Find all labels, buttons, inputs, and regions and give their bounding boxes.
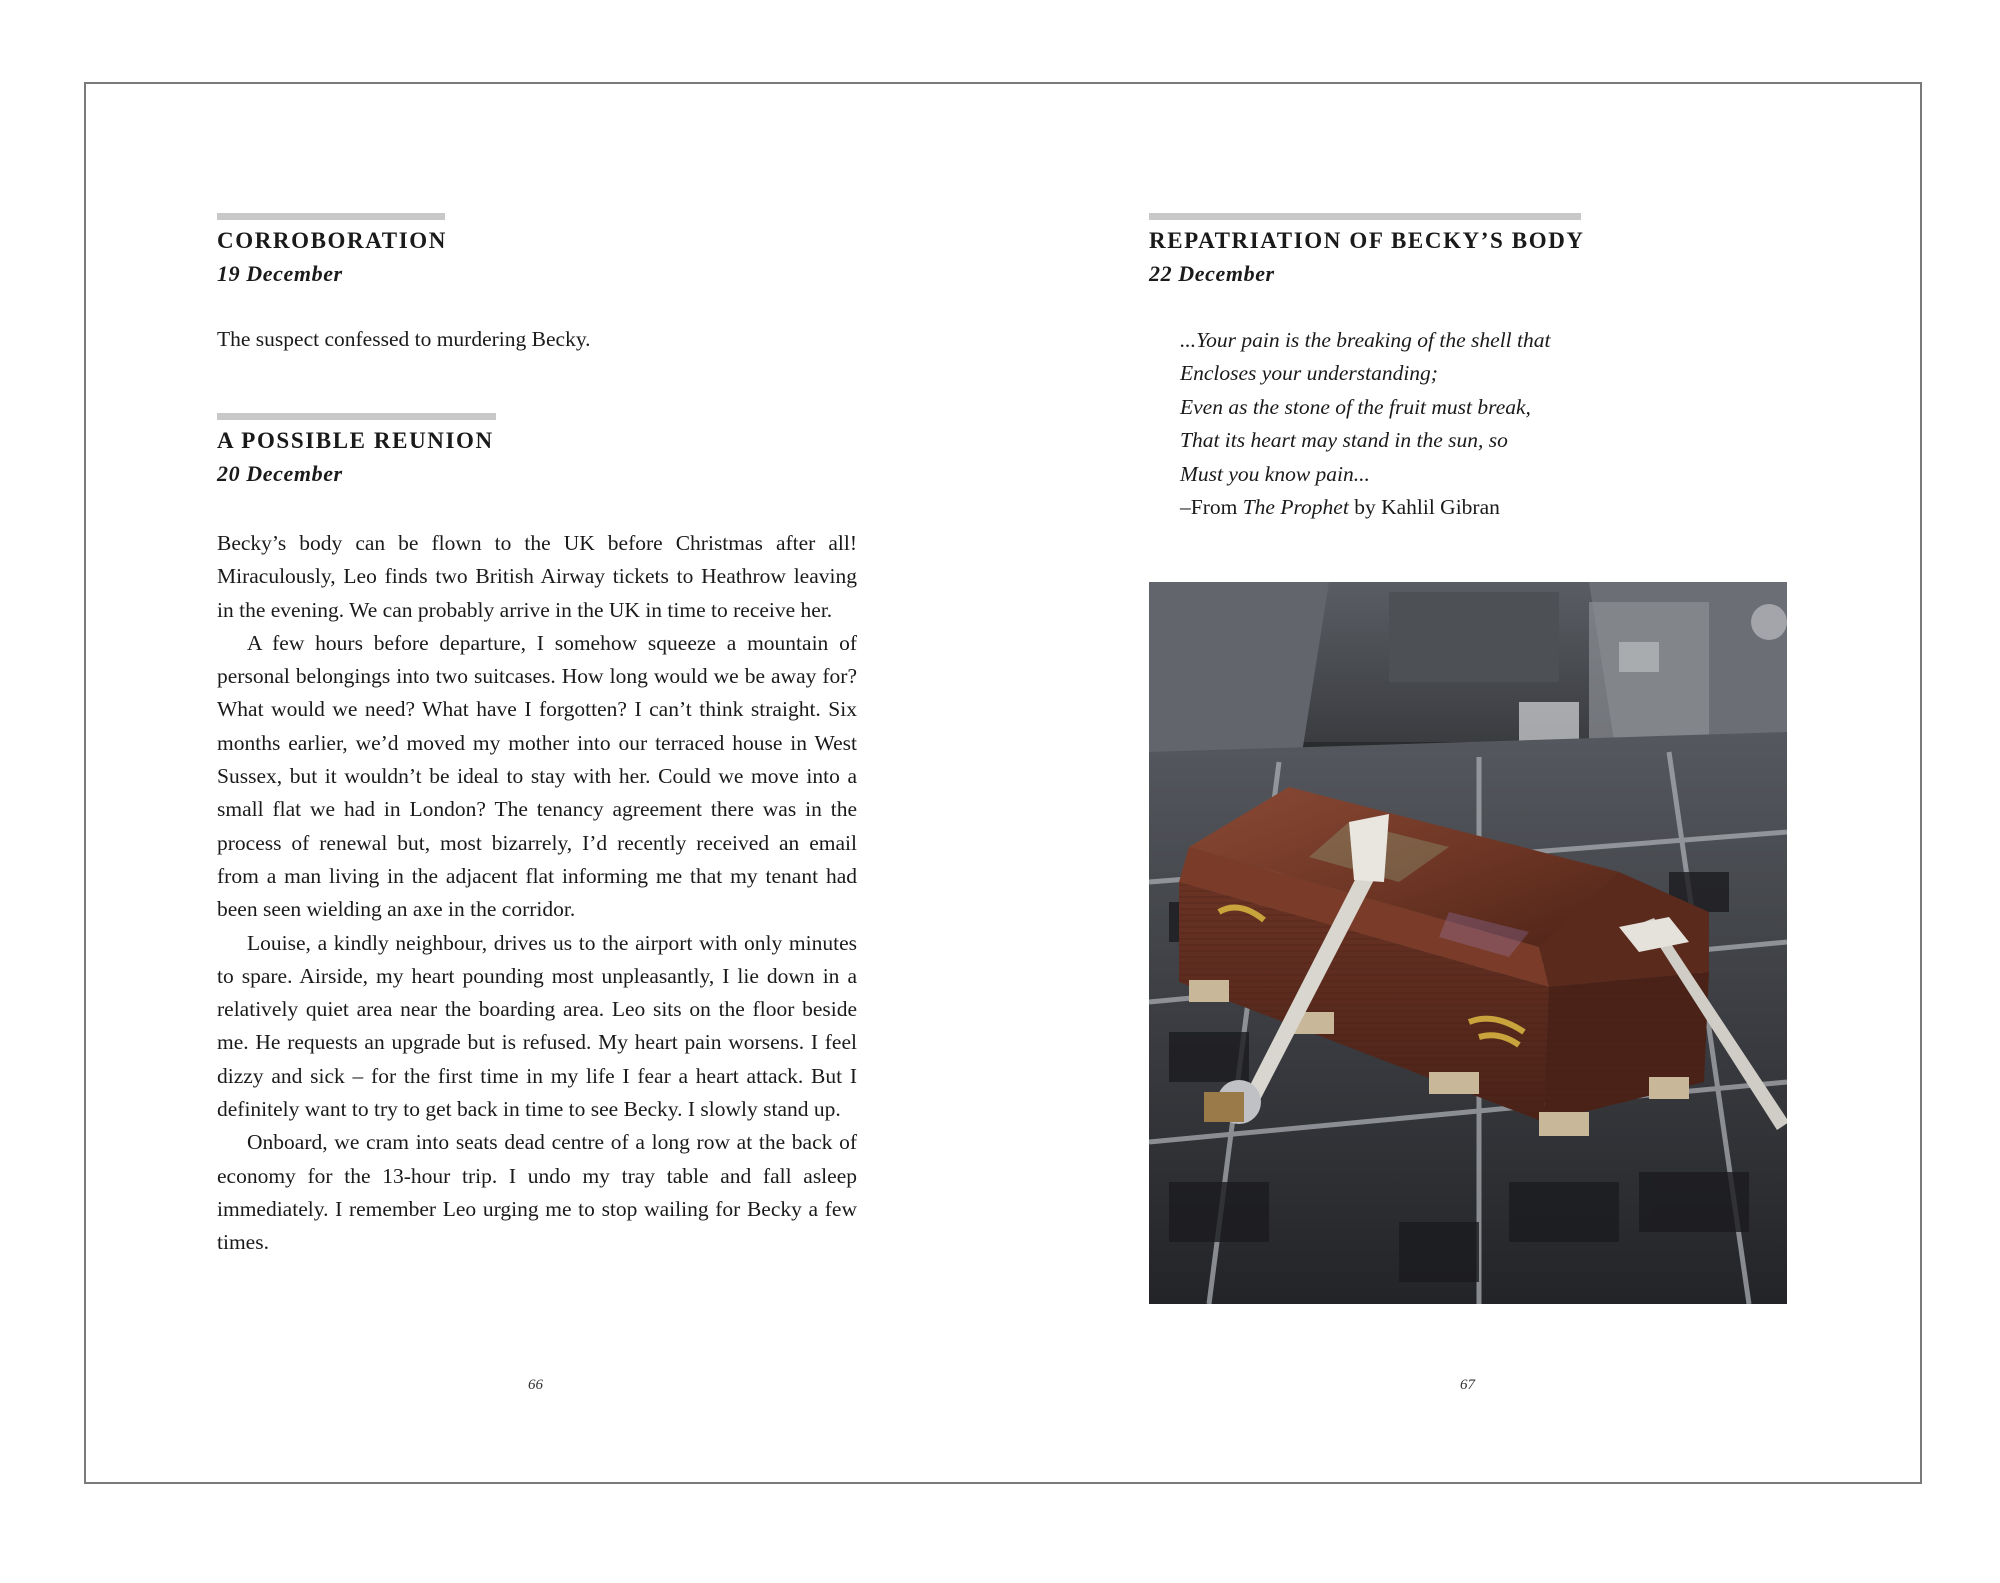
- left-page: [217, 84, 857, 1482]
- section-date: 19 December: [217, 261, 343, 286]
- attribution-prefix: –From: [1180, 495, 1243, 520]
- corroboration-text: The suspect confessed to murdering Becky.: [217, 327, 591, 351]
- poem-line: Encloses your understanding;: [1180, 361, 1438, 386]
- paragraph: Becky’s body can be flown to the UK before Christmas after all! Miraculously, Leo finds two British Airway tickets to Heathrow leaving in the evening. We can probably arrive in the UK in time to receive her.: [217, 531, 857, 622]
- section-rule: [217, 213, 445, 220]
- poem-quote: [1180, 324, 1780, 524]
- paragraph: A few hours before departure, I somehow squeeze a mountain of personal belongings into two suitcases. How long would we be away for? What would we need? What have I forgotten? I can’t think straight. Six months earlier, we’d moved my mother into our terraced house in West Sussex, but it wouldn’t be ideal to stay with her. Could we move into a small flat we had in London? The tenancy agreement there was in the process of renewal but, most bizarrely, I’d recently received an email from a man living in the adjacent flat informing me that my tenant had been seen wielding an axe in the corridor.: [217, 630, 857, 922]
- attribution-suffix: by Kahlil Gibran: [1348, 495, 1500, 520]
- paragraph: Louise, a kindly neighbour, drives us to the airport with only minutes to spare. Airside, my heart pounding most unpleasantly, I lie down in a relatively quiet area near the boarding area. Leo sits on the floor beside me. He requests an upgrade but is refused. My heart pain worsens. I feel dizzy and sick – for the first time in my life I fear a heart attack. But I definitely want to try to get back in time to see Becky. I slowly stand up.: [217, 930, 857, 1122]
- section-date: 22 December: [1149, 261, 1275, 286]
- page-number: 67: [1460, 1377, 1475, 1393]
- section-heading-possible-reunion: A POSSIBLE REUNION: [217, 428, 494, 453]
- poem-line: That its heart may stand in the sun, so: [1180, 428, 1508, 453]
- page-number: 66: [528, 1377, 543, 1393]
- section-rule: [1149, 213, 1581, 220]
- section-date: 20 December: [217, 461, 343, 486]
- paragraph: Onboard, we cram into seats dead centre of a long row at the back of economy for the 13-hour trip. I undo my tray table and fall asleep immediately. I remember Leo urging me to stop wailing for Becky a few times.: [217, 1130, 857, 1255]
- section-rule: [217, 413, 496, 420]
- section-heading-repatriation: REPATRIATION OF BECKY’S BODY: [1149, 228, 1585, 253]
- coffin-photo: [1149, 582, 1787, 1304]
- poem-line: ...Your pain is the breaking of the shell that: [1180, 328, 1551, 352]
- poem-line: Must you know pain...: [1180, 461, 1370, 486]
- right-page: [1149, 84, 1789, 1482]
- poem-attribution: [1180, 491, 1780, 524]
- coffin-photo-illustration: [1149, 582, 1787, 1304]
- book-spread: [84, 82, 1922, 1484]
- attribution-title: The Prophet: [1242, 495, 1349, 520]
- reunion-body: [217, 527, 857, 1260]
- poem-line: Even as the stone of the fruit must break,: [1180, 394, 1531, 419]
- section-heading-corroboration: CORROBORATION: [217, 228, 447, 253]
